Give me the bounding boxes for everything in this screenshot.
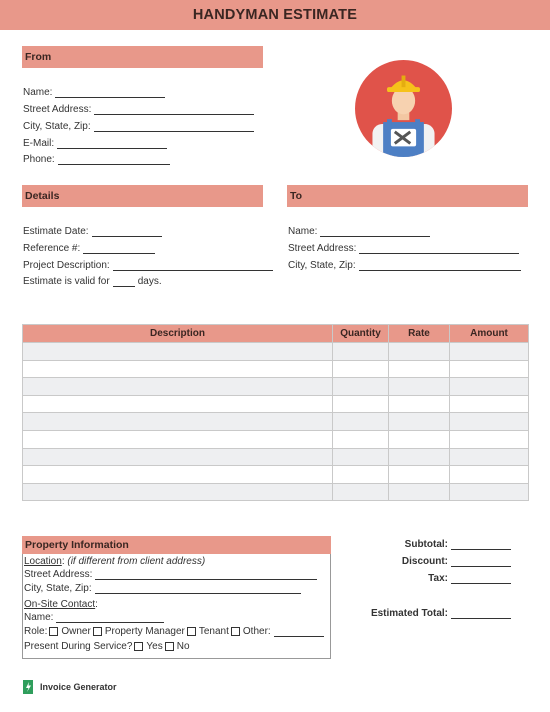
description-cell[interactable]: [23, 413, 333, 431]
table-row: [23, 378, 529, 396]
amount-cell[interactable]: [450, 378, 529, 396]
project-description-line[interactable]: [113, 260, 273, 271]
items-table-header: [23, 325, 529, 343]
description-cell[interactable]: [23, 378, 333, 396]
role-tenant-checkbox[interactable]: [187, 627, 196, 636]
table-row: [23, 466, 529, 484]
from-name-line[interactable]: [55, 87, 165, 98]
to-name-line[interactable]: [320, 226, 430, 237]
property-info-box: [22, 536, 331, 659]
to-city-field[interactable]: City, State, Zip:: [288, 260, 521, 271]
rate-cell[interactable]: [389, 483, 450, 501]
from-street-field[interactable]: Street Address:: [23, 104, 254, 115]
present-yes-checkbox[interactable]: [134, 642, 143, 651]
items-table: [22, 324, 529, 501]
table-row: [23, 343, 529, 361]
rate-cell[interactable]: [389, 360, 450, 378]
description-cell[interactable]: [23, 343, 333, 361]
from-header: From: [22, 46, 263, 68]
quantity-cell[interactable]: [333, 413, 389, 431]
from-name-field[interactable]: Name:: [23, 87, 165, 98]
rate-cell[interactable]: [389, 378, 450, 396]
page-title: HANDYMAN ESTIMATE: [192, 7, 358, 23]
subtotal-line[interactable]: [451, 539, 511, 550]
description-cell[interactable]: [23, 466, 333, 484]
role-row: Role: Owner Property Manager Tenant Other:: [24, 626, 324, 637]
estimated-total-field[interactable]: Estimated Total:: [371, 608, 511, 619]
rate-cell[interactable]: [389, 343, 450, 361]
quantity-cell[interactable]: [333, 360, 389, 378]
quantity-cell[interactable]: [333, 448, 389, 466]
invoice-generator-logo[interactable]: [22, 680, 117, 694]
contact-name-field[interactable]: Name:: [24, 612, 164, 623]
quantity-cell[interactable]: [333, 343, 389, 361]
rate-cell[interactable]: [389, 430, 450, 448]
to-street-line[interactable]: [359, 243, 519, 254]
estimate-date-line[interactable]: [92, 226, 162, 237]
details-header: Details: [22, 185, 263, 207]
reference-field[interactable]: Reference #:: [23, 243, 155, 254]
amount-cell[interactable]: [450, 466, 529, 484]
valid-days-line[interactable]: [113, 276, 135, 287]
rate-cell[interactable]: [389, 448, 450, 466]
table-row: [23, 430, 529, 448]
from-street-line[interactable]: [94, 104, 254, 115]
property-info-header: Property Information: [22, 536, 331, 554]
estimate-date-field[interactable]: Estimate Date:: [23, 226, 162, 237]
amount-cell[interactable]: [450, 395, 529, 413]
role-other-checkbox[interactable]: [231, 627, 240, 636]
from-email-line[interactable]: [57, 138, 167, 149]
project-description-field[interactable]: Project Description:: [23, 260, 273, 271]
tax-line[interactable]: [451, 573, 511, 584]
rate-cell[interactable]: [389, 395, 450, 413]
estimate-valid-field[interactable]: Estimate is valid for days.: [23, 276, 162, 287]
quantity-cell[interactable]: [333, 430, 389, 448]
table-row: [23, 360, 529, 378]
handyman-avatar-icon: [355, 60, 452, 157]
col-amount: Amount: [450, 325, 529, 343]
property-street-field[interactable]: Street Address:: [24, 569, 317, 580]
table-row: [23, 395, 529, 413]
description-cell[interactable]: [23, 430, 333, 448]
col-quantity: Quantity: [333, 325, 389, 343]
quantity-cell[interactable]: [333, 395, 389, 413]
table-row: [23, 448, 529, 466]
role-property-manager-checkbox[interactable]: [93, 627, 102, 636]
from-phone-line[interactable]: [58, 154, 170, 165]
rate-cell[interactable]: [389, 466, 450, 484]
subtotal-field[interactable]: Subtotal:: [405, 539, 511, 550]
from-city-field[interactable]: City, State, Zip:: [23, 121, 254, 132]
to-header: To: [287, 185, 528, 207]
col-description: Description: [23, 325, 333, 343]
discount-field[interactable]: Discount:: [402, 556, 511, 567]
quantity-cell[interactable]: [333, 378, 389, 396]
amount-cell[interactable]: [450, 413, 529, 431]
amount-cell[interactable]: [450, 430, 529, 448]
role-owner-checkbox[interactable]: [49, 627, 58, 636]
amount-cell[interactable]: [450, 343, 529, 361]
to-name-field[interactable]: Name:: [288, 226, 430, 237]
rate-cell[interactable]: [389, 413, 450, 431]
role-other-line[interactable]: [274, 626, 324, 637]
property-city-line[interactable]: [95, 583, 301, 594]
table-row: [23, 413, 529, 431]
col-rate: Rate: [389, 325, 450, 343]
property-street-line[interactable]: [95, 569, 317, 580]
description-cell[interactable]: [23, 483, 333, 501]
description-cell[interactable]: [23, 448, 333, 466]
tax-field[interactable]: Tax:: [428, 573, 511, 584]
quantity-cell[interactable]: [333, 466, 389, 484]
contact-name-line[interactable]: [56, 612, 164, 623]
description-cell[interactable]: [23, 395, 333, 413]
present-row: Present During Service? Yes No: [24, 641, 190, 652]
present-no-checkbox[interactable]: [165, 642, 174, 651]
quantity-cell[interactable]: [333, 483, 389, 501]
location-label-row: Location : (if different from client address): [24, 556, 206, 567]
estimated-total-line[interactable]: [451, 608, 511, 619]
to-city-line[interactable]: [359, 260, 521, 271]
reference-line[interactable]: [83, 243, 155, 254]
amount-cell[interactable]: [450, 448, 529, 466]
from-phone-field[interactable]: Phone:: [23, 154, 170, 165]
amount-cell[interactable]: [450, 483, 529, 501]
onsite-contact-label-row: On-Site Contact :: [24, 599, 98, 610]
to-street-field[interactable]: Street Address:: [288, 243, 519, 254]
from-email-field[interactable]: E-Mail:: [23, 138, 167, 149]
invoice-generator-logo-icon: [22, 680, 34, 694]
amount-cell[interactable]: [450, 360, 529, 378]
from-city-line[interactable]: [94, 121, 254, 132]
discount-line[interactable]: [451, 556, 511, 567]
description-cell[interactable]: [23, 360, 333, 378]
logo-text: Invoice Generator: [40, 682, 117, 692]
title-bar: [0, 0, 550, 30]
table-row: [23, 483, 529, 501]
property-city-field[interactable]: City, State, Zip:: [24, 583, 301, 594]
